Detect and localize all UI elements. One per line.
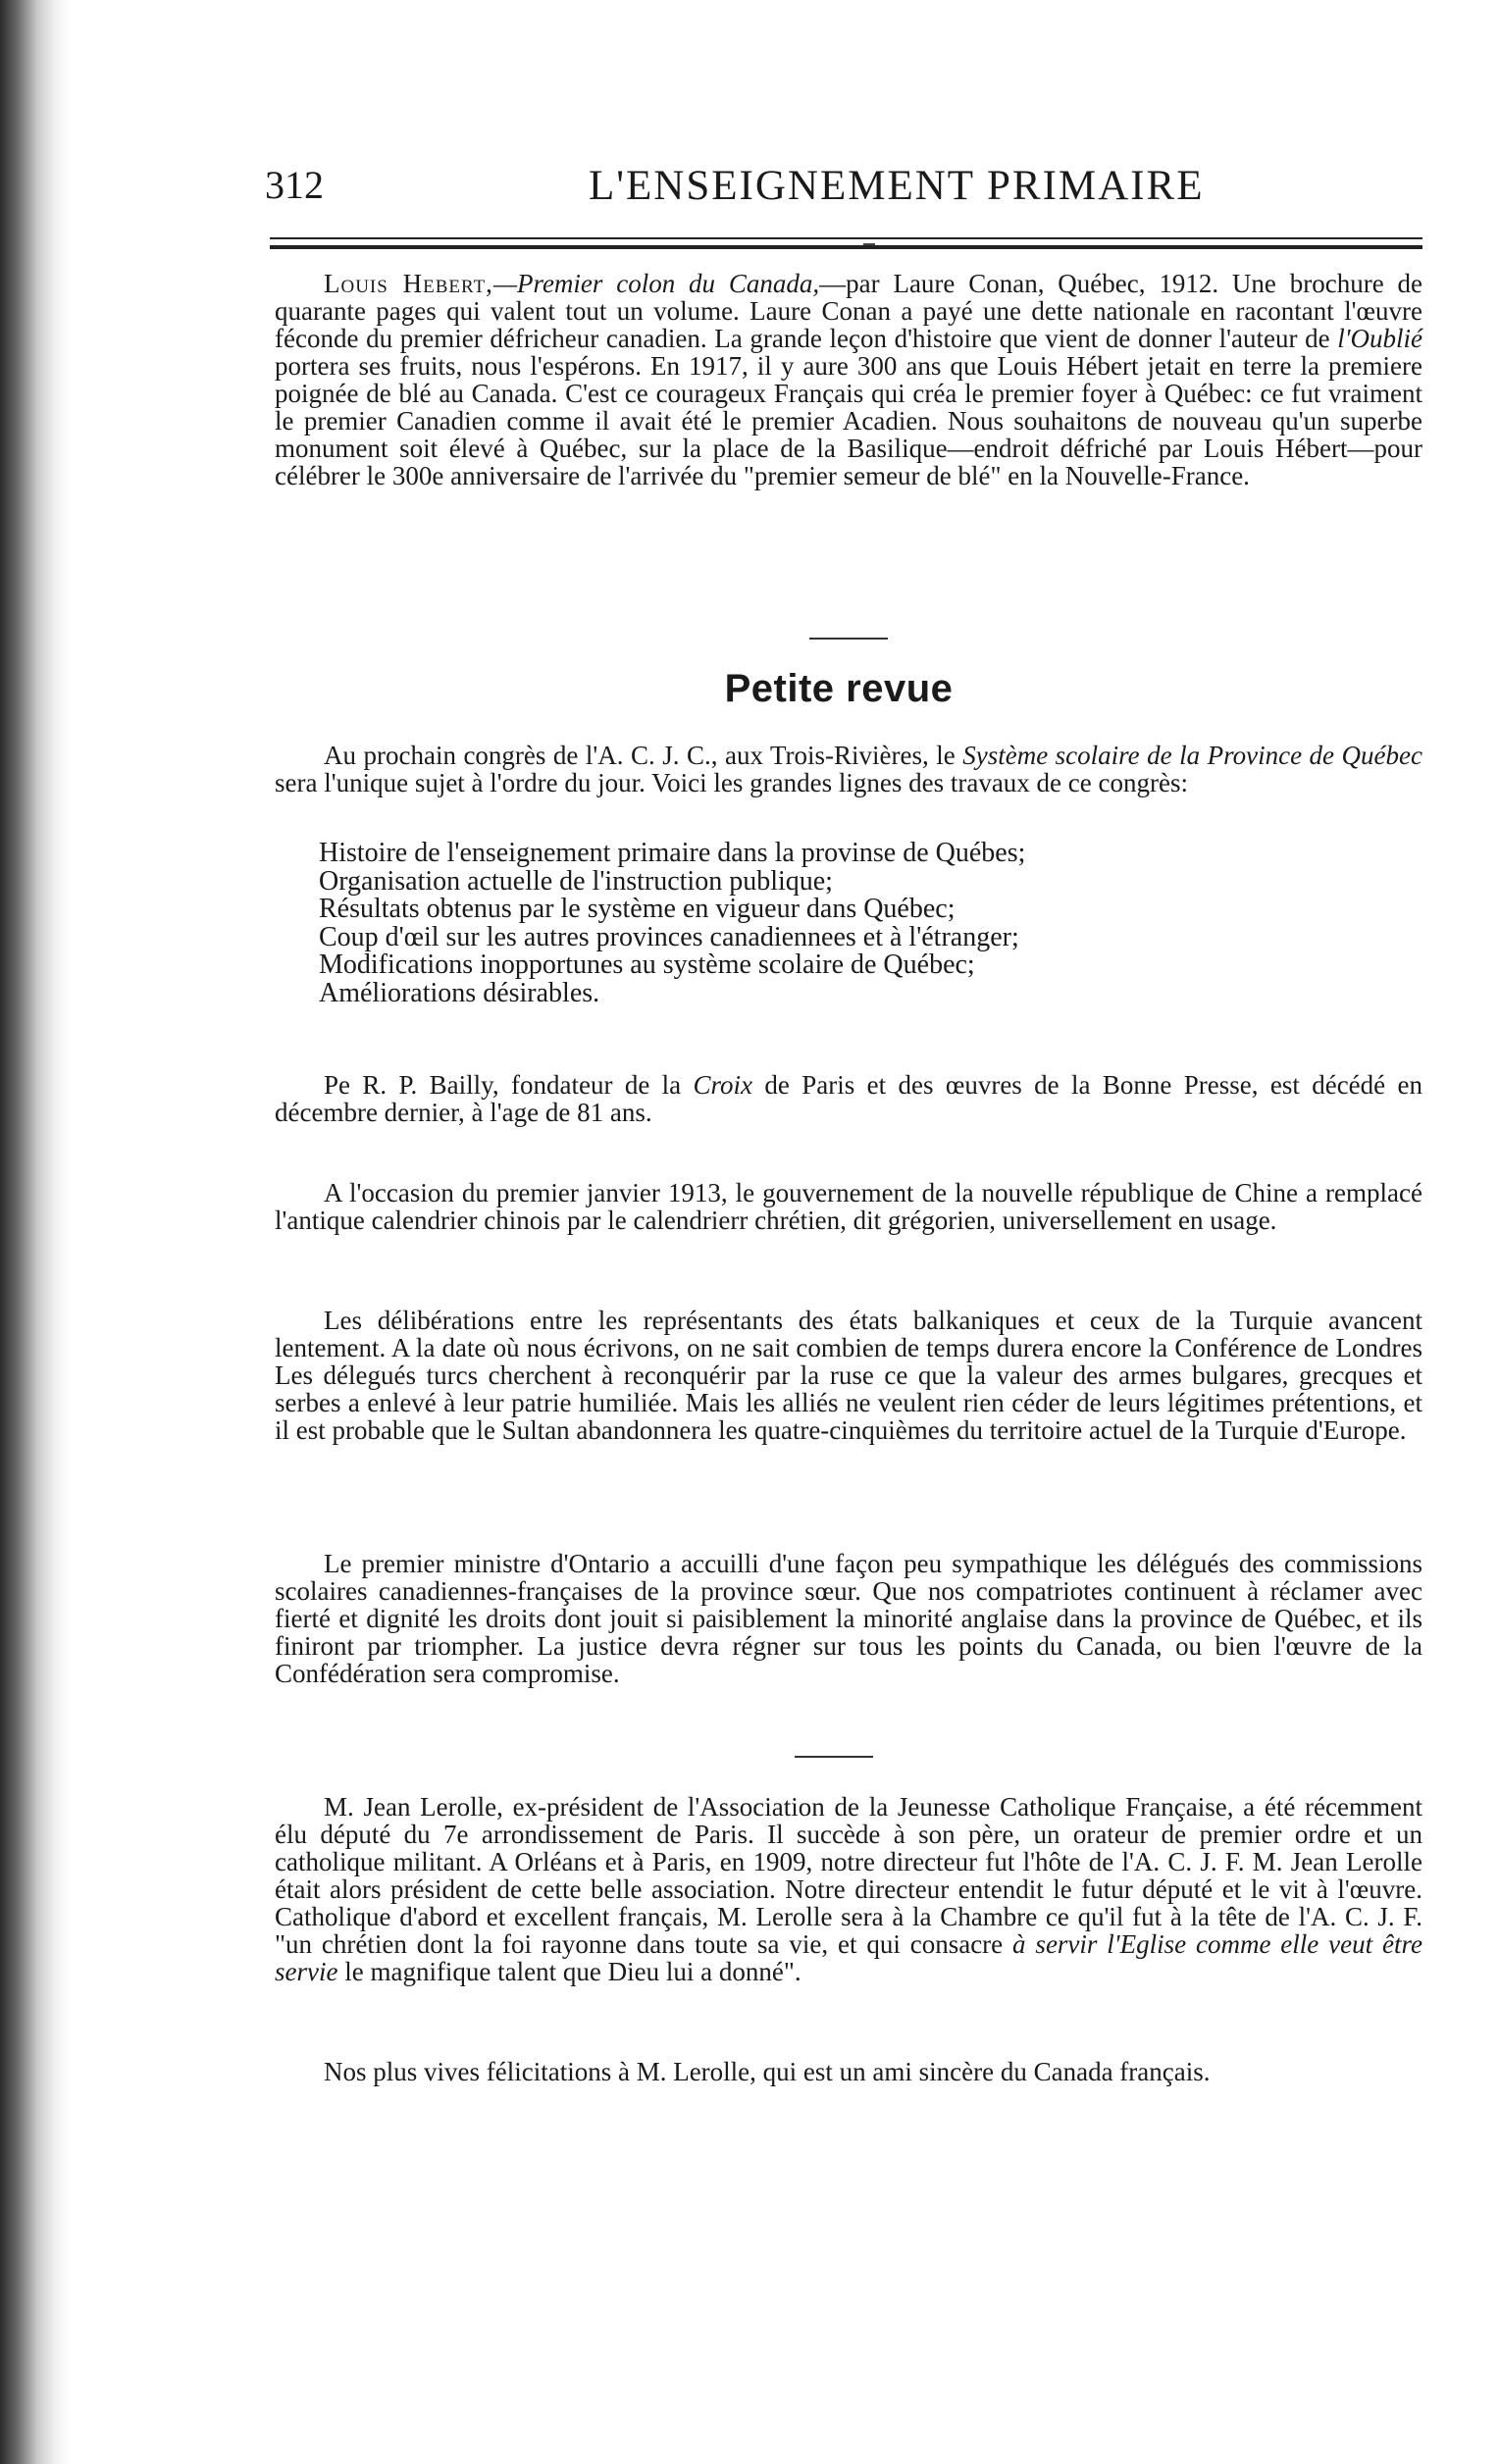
balkans-paragraph: Les délibérations entre les représentants des états balkaniques et ceux de la Turquie avancent lentement. A la date où nous écrivons, on ne sait combien de temps durera encore la Conférence de Londres Les délegués turcs cherchent à reconquérir par la ruse ce que la valeur des armes bulgares, grecques et serbes a enlevé à leur patrie humiliée. Mais les alliés ne veulent rien céder de leurs légitimes prétentions, et il est probable que le Sultan abandonnera les quatre-cinquièmes du territoire actuel de la Turquie d'Europe. [275, 1306, 1422, 1445]
congres-topic-list [319, 840, 1398, 1007]
list-item: Résultats obtenus par le système en vigueur dans Québec; [319, 894, 956, 924]
section-title: Petite revue [724, 667, 954, 710]
header-rule-ornament [863, 233, 875, 245]
chine-paragraph: A l'occasion du premier janvier 1913, le gouvernement de la nouvelle république de Chine a remplacé l'antique calendrier chinois par le calendrierr chrétien, dit grégorien, universellement en usage. [275, 1178, 1422, 1235]
list-item: Modifications inopportunes au système scolaire de Québec; [319, 950, 975, 980]
book-review-paragraph: Louis Hebert,—Premier colon du Canada,—par Laure Conan, Québec, 1912. Une brochure de quarante pages qui valent tout un volume. Laure Conan a payé une dette nationale en racontant l'œuvre féconde du premier défricheur canadien. La grande leçon d'histoire que vient de donner l'auteur de l'Oublié portera ses fruits, nous l'espérons. En 1917, il y aure 300 ans que Louis Hébert jetait en terre la premiere poignée de blé au Canada. C'est ce courageux Français qui créa le premier foyer à Québec: ce fut vraiment le premier Canadien comme il avait été le premier Acadien. Nous souhaitons de nouveau qu'un superbe monument soit élevé à Québec, sur la place de la Basilique—endroit défriché par Louis Hébert—pour célébrer le 300e anniversaire de l'arrivée du "premier semeur de blé" en la Nouvelle-France. [275, 269, 1422, 490]
congres-paragraph: Au prochain congrès de l'A. C. J. C., aux Trois-Rivières, le Système scolaire de la Province de Québec sera l'unique sujet à l'ordre du jour. Voici les grandes lignes des travaux de ce congrès: [275, 741, 1422, 797]
lerolle-closing: Nos plus vives félicitations à M. Lerolle, qui est un ami sincère du Canada français. [324, 2057, 1211, 2086]
page-number: 312 [265, 163, 324, 207]
section-separator [809, 638, 888, 640]
list-item: Organisation actuelle de l'instruction publique; [319, 865, 833, 897]
review-citation: —par Laure Conan, Québec, 1912. [819, 269, 1219, 298]
header-rule-thin [270, 237, 1422, 239]
section-separator [795, 1756, 873, 1758]
book-binding-shadow [0, 0, 69, 2464]
ontario-paragraph: Le premier ministre d'Ontario a accuilli d'une façon peu sympathique les délégués des commissions scolaires canadiennes-françaises de la province sœur. Que nos compatriotes continuent à réclamer avec fierté et dignité les droits dont jouit si paisiblement la minorité anglaise dans la province de Québec, et ils finiront par triompher. La justice devra régner sur tous les points du Canada, ou bien l'œuvre de la Confédération sera compromise. [275, 1549, 1422, 1688]
list-item: Améliorations désirables. [319, 977, 600, 1008]
running-header [265, 162, 1422, 221]
header-rule-thick [270, 245, 1422, 249]
lerolle-paragraph: M. Jean Lerolle, ex-président de l'Association de la Jeunesse Catholique Française, a été récemment élu député du 7e arrondissement de Paris. Il succède à son père, un orateur de premier ordre et un catholique militant. A Orléans et à Paris, en 1909, notre directeur fut l'hôte de l'A. C. J. F. M. Jean Lerolle était alors président de cette belle association. Notre directeur entendit le futur député et le vit à l'œuvre. Catholique d'abord et excellent français, M. Lerolle sera à la Chambre ce qu'il fut à la tête de l'A. C. J. F. "un chrétien dont la foi rayonne dans toute sa vie, et qui consacre à servir l'Eglise comme elle veut être servie le magnifique talent que Dieu lui a donné". [275, 1792, 1422, 1986]
bailly-paragraph: Pe R. P. Bailly, fondateur de la Croix de Paris et des œuvres de la Bonne Presse, est décédé en décembre dernier, à l'age de 81 ans. [275, 1070, 1422, 1127]
review-book-title: —Premier colon du Canada, [492, 269, 820, 298]
running-title: L'ENSEIGNEMENT PRIMAIRE [589, 163, 1205, 209]
list-item: Coup d'œil sur les autres provinces canadiennees et à l'étranger; [319, 921, 1019, 952]
review-author: Louis Hebert, [324, 269, 493, 298]
list-item: Histoire de l'enseignement primaire dans la provinse de Québes; [319, 838, 1026, 868]
page [250, 137, 1427, 2393]
